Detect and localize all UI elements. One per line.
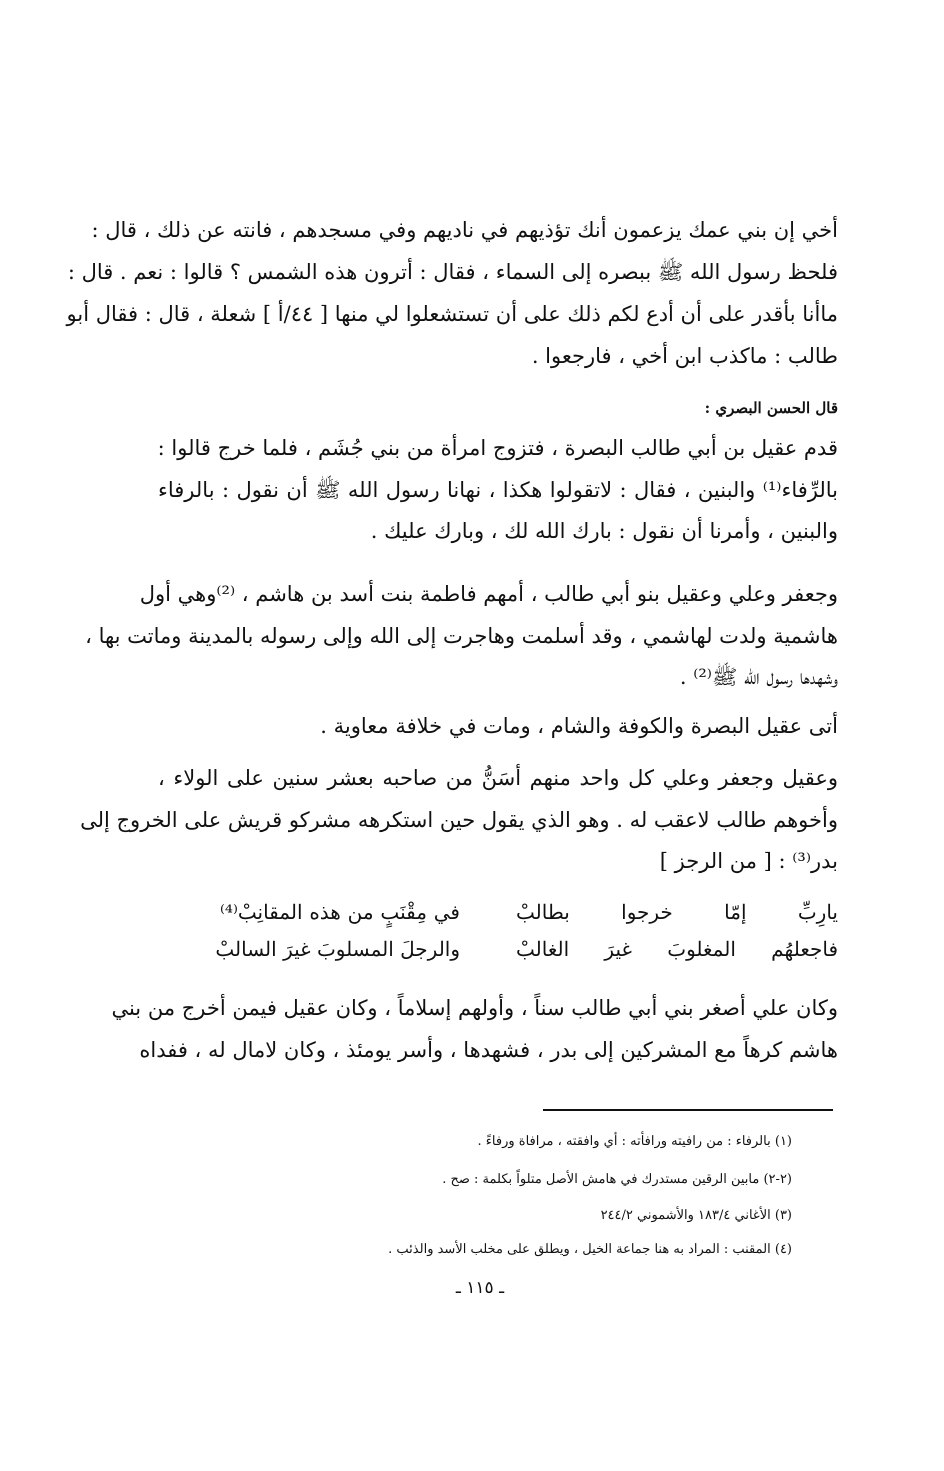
text-line: فلحظ رسول الله ﷺ ببصره إلى السماء ، فقال : أترون هذه الشمس ؟ قالوا : نعم . قال : bbox=[67, 260, 838, 284]
footnote: (١) بالرفاء : من رافيته ورافأته : أي وافقته ، مرافاة ورفاءً . bbox=[477, 1134, 792, 1149]
text-line: ماأنا بأقدر على أن أدع لكم ذلك على أن تستشعلوا لي منها [ ٤٤/أ ] شعلة ، قال : فقال أبو bbox=[66, 302, 838, 326]
text-line: وأخوهم طالب لاعقب له . وهو الذي يقول حين استكرهه مشركو قريش على الخروج إلى bbox=[80, 808, 838, 832]
verse-hemistich-right: يارِبِّ إمّا خرجوا بطالبْ bbox=[516, 900, 838, 924]
text-line: وكان علي أصغر بني أبي طالب سناً ، وأولهم إسلاماً ، وكان عقيل فيمن أخرج من بني bbox=[111, 996, 838, 1020]
footnote: (٢-٢) مابين الرقين مستدرك في هامش الأصل متلواً بكلمة : صح . bbox=[442, 1172, 792, 1187]
text-line: قدم عقيل بن أبي طالب البصرة ، فتزوج امرأة من بني جُشَم ، فلما خرج قالوا : bbox=[157, 436, 838, 460]
text-line: وعقيل وجعفر وعلي كل واحد منهم أسَنُّ من صاحبه بعشر سنين على الولاء ، bbox=[158, 766, 838, 790]
text-line: طالب : ماكذب ابن أخي ، فارجعوا . bbox=[531, 344, 838, 368]
text-line: بدر⁽³⁾ : [ من الرجز ] bbox=[659, 849, 838, 873]
verse-hemistich-left: والرجلَ المسلوبَ غيرَ السالبْ bbox=[215, 937, 460, 961]
section-heading: قال الحسن البصري : bbox=[704, 399, 838, 417]
verse-hemistich-right: فاجعلهُم المغلوبَ غيرَ الغالبْ bbox=[516, 937, 838, 961]
text-line: بالرِّفاء⁽¹⁾ والبنين ، فقال : لاتقولوا هكذا ، نهانا رسول الله ﷺ أن نقول : بالرفاء bbox=[158, 478, 838, 502]
text-line: هاشمية ولدت لهاشمي ، وقد أسلمت وهاجرت إلى الله وإلى رسوله بالمدينة وماتت بها ، bbox=[85, 624, 838, 648]
text-line: أتى عقيل البصرة والكوفة والشام ، ومات في خلافة معاوية . bbox=[320, 714, 838, 738]
verse-hemistich-left: في مِقْنَبٍ من هذه المقانِبْ⁽⁴⁾ bbox=[220, 900, 460, 924]
text-line: هاشم كرهاً مع المشركين إلى بدر ، فشهدها ، وأسر يومئذ ، وكان لامال له ، ففداه bbox=[139, 1038, 838, 1062]
text-line: وجعفر وعلي وعقيل بنو أبي طالب ، أمهم فاطمة بنت أسد بن هاشم ، ⁽²⁾وهي أول bbox=[139, 582, 838, 606]
footnote: (٣) الأغاني ١٨٣/٤ والأشموني ٢٤٤/٢ bbox=[600, 1208, 792, 1223]
footnote-divider bbox=[543, 1109, 833, 1111]
text-line: والبنين ، وأمرنا أن نقول : بارك الله لك ، وبارك عليك . bbox=[370, 519, 838, 543]
footnote: (٤) المقنب : المراد به هنا جماعة الخيل ، ويطلق على مخلب الأسد والذئب . bbox=[388, 1242, 792, 1257]
text-line: أخي إن بني عمك يزعمون أنك تؤذيهم في ناديهم وفي مسجدهم ، فانته عن ذلك ، قال : bbox=[91, 218, 838, 242]
text-line: وشهدها رسول الله ﷺ⁽²⁾ . bbox=[679, 665, 838, 689]
page-number: ـ ١١٥ ـ bbox=[455, 1278, 505, 1298]
